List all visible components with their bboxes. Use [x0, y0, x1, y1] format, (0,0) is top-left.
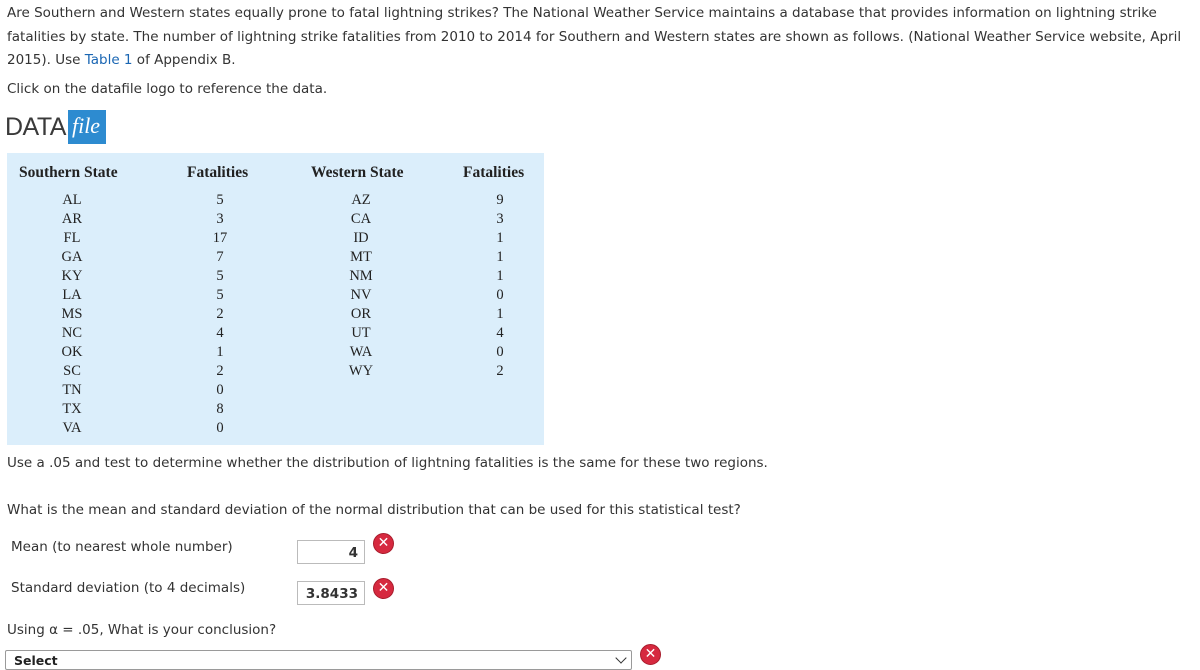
x-circle-icon: ✕ — [640, 644, 661, 665]
western-fatalities-cell: 0 — [496, 344, 504, 360]
southern-fatalities-cell: 8 — [216, 401, 224, 417]
southern-fatalities-cell: 4 — [216, 325, 224, 341]
sd-label: Standard deviation (to 4 decimals) — [11, 580, 246, 596]
intro-text-1: Are Southern and Western states equally prone to fatal lightning strikes? The National Weather Service maintains a database that provides information on lightning strike fatalities by state. The number of lightning strike fatalities from 2010 to 2014 for Southern and Western states are shown as follows. (National Weather Service website, April 2015). Use — [7, 5, 1182, 68]
datafile-instruction: Click on the datafile logo to reference the data. — [7, 81, 328, 97]
x-circle-icon: ✕ — [373, 578, 394, 599]
southern-state-cell: LA — [62, 287, 82, 303]
western-state-cell: WY — [348, 363, 374, 379]
column-western-states — [341, 191, 381, 381]
southern-state-cell: KY — [61, 268, 83, 284]
data-table — [7, 153, 544, 445]
southern-fatalities-cell: 2 — [216, 363, 224, 379]
southern-fatalities-cell: 0 — [216, 420, 224, 436]
conclusion-question: Using α = .05, What is your conclusion? — [7, 622, 277, 638]
southern-state-cell: SC — [63, 363, 81, 379]
western-state-cell: MT — [350, 249, 372, 265]
southern-state-cell: AR — [61, 211, 83, 227]
western-fatalities-cell: 1 — [496, 249, 504, 265]
chevron-down-icon — [615, 652, 626, 663]
western-fatalities-cell: 0 — [496, 287, 504, 303]
southern-state-cell: GA — [61, 249, 83, 265]
header-southern-state: Southern State — [19, 164, 118, 181]
problem-intro — [7, 2, 1197, 73]
southern-state-cell: VA — [62, 420, 82, 436]
datafile-logo[interactable] — [5, 110, 106, 144]
header-western-fatalities: Fatalities — [463, 164, 525, 181]
western-fatalities-cell: 1 — [496, 268, 504, 284]
mean-input[interactable]: 4 — [297, 540, 365, 564]
conclusion-select[interactable] — [5, 650, 632, 670]
southern-fatalities-cell: 7 — [216, 249, 224, 265]
western-state-cell: AZ — [351, 192, 371, 208]
western-fatalities-cell: 9 — [496, 192, 504, 208]
western-state-cell: WA — [349, 344, 373, 360]
column-southern-states — [52, 191, 92, 438]
southern-fatalities-cell: 0 — [216, 382, 224, 398]
header-southern-fatalities: Fatalities — [187, 164, 249, 181]
southern-state-cell: TN — [62, 382, 82, 398]
southern-state-cell: TX — [62, 401, 82, 417]
western-state-cell: NV — [350, 287, 372, 303]
southern-fatalities-cell: 5 — [216, 192, 224, 208]
intro-text-2: of Appendix B. — [132, 52, 236, 68]
western-state-cell: ID — [353, 230, 369, 246]
western-fatalities-cell: 4 — [496, 325, 504, 341]
southern-fatalities-cell: 17 — [212, 230, 228, 246]
conclusion-select-value: Select — [14, 653, 58, 668]
southern-fatalities-cell: 1 — [216, 344, 224, 360]
sd-input[interactable]: 3.8433 — [297, 581, 365, 605]
question-mean-sd: What is the mean and standard deviation of the normal distribution that can be used for this statistical test? — [7, 502, 741, 518]
southern-state-cell: FL — [63, 230, 81, 246]
southern-fatalities-cell: 5 — [216, 287, 224, 303]
header-western-state: Western State — [311, 164, 404, 181]
southern-state-cell: OK — [61, 344, 83, 360]
southern-fatalities-cell: 5 — [216, 268, 224, 284]
western-fatalities-cell: 2 — [496, 363, 504, 379]
logo-file-text: file — [68, 110, 106, 144]
western-fatalities-cell: 3 — [496, 211, 504, 227]
southern-state-cell: MS — [61, 306, 83, 322]
western-fatalities-cell: 1 — [496, 230, 504, 246]
column-southern-fatalities — [205, 191, 235, 438]
western-state-cell: CA — [350, 211, 372, 227]
logo-data-text: DATA — [5, 113, 66, 141]
column-western-fatalities — [485, 191, 515, 381]
table1-link[interactable]: Table 1 — [84, 52, 133, 68]
southern-fatalities-cell: 3 — [216, 211, 224, 227]
southern-state-cell: AL — [62, 192, 82, 208]
test-instruction: Use a .05 and test to determine whether the distribution of lightning fatalities is the same for these two regions. — [7, 455, 768, 471]
western-state-cell: UT — [351, 325, 371, 341]
western-fatalities-cell: 1 — [496, 306, 504, 322]
southern-state-cell: NC — [61, 325, 83, 341]
southern-fatalities-cell: 2 — [216, 306, 224, 322]
western-state-cell: NM — [349, 268, 373, 284]
mean-label: Mean (to nearest whole number) — [11, 539, 233, 555]
western-state-cell: OR — [350, 306, 372, 322]
x-circle-icon: ✕ — [373, 533, 394, 554]
